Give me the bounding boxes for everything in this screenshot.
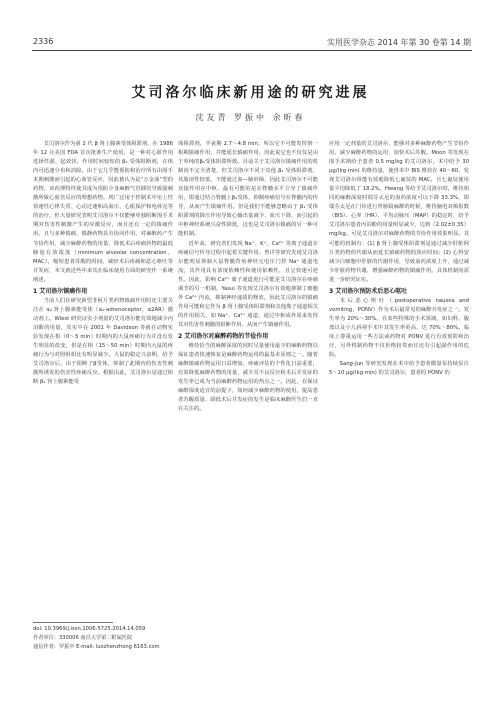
paragraph: 应用一定剂量的艾司洛尔，能够对多种麻醉药物产生节俭作用，减少麻醉药物的运用，加快术后苏醒。Moon 等发现在围手术期给予患者 0.5 mg/kg 的艾司洛尔，术中给予 30 μg/(kg·min) 的维持量，使得术中 BIS 维持在 40～60，发现艾司洛尔组能有效地降低七氟烷的 MAC，且七氟烷使用量平均降低了 18.2%。Hwang 等给予艾司洛尔时，维持相同的麻醉深度时瑞芬太尼的血药浓度可以下降 33.3%，即瑞芬太尼在门诊进行胃肠镜麻醉的时候，维持脑电双频指数（BIS）、心率（HR）、平均动脉压（MAP）的稳定时，给予艾司洛尔患者丙泊酚的用量明显减少，达到（2.02±0.35）mg/kg。可见艾司洛尔对麻醉药物的节俭作用效果明显。其可能的机制有：(1) β 肾上腺受体阻滞剂是通过减少肝脏阿片类药物的代谢从而延长镇痛药物的效应时间；(2) 心得安减少白细胞中肝脏的代谢作用，导致血药浓度上升，通过减少肝脏药物代谢，增强麻醉药物的镇痛作用。具体机制尚需进一步研究证实。 [329, 141, 469, 283]
article-title: 艾司洛尔临床新用途的研究进展 [131, 85, 370, 101]
journal-header: 实用医学杂志 2014 年第 30 卷第 14 期 [327, 38, 471, 47]
affiliation: 作者单位：330006 南昌大学第二附属医院 [33, 635, 133, 641]
paragraph: 维持恰当的麻醉深度的同时尽量使用最少的麻醉药物以保证患者快速恢复是麻醉药物运用的最基本原则之一。随着麻醉镇痛药物运用日益增加，疼痛评估的个性化日益重要，有效降低麻醉药物的用量，减少其不良反应和术后并发症的发生率已成为当前麻醉药物运用的热点之一。因此，在保证麻醉深度适宜的前提下，如何减少麻醉药物的使用，提高患者苏醒质量、降低术后并发症的发生是临床麻醉医生们一直在关注的。 [178, 342, 318, 413]
doi: doi: 10.3969/j.issn.1006-5725.2014.14.059 [33, 626, 146, 632]
text-column-3 [329, 140, 469, 378]
paragraph: Sang-Jun 等研究发现在术中给予患者微量泵持续泵注 5～10 μg/(kg·min) 的艾司洛尔，患者的 PONV 的 [329, 361, 469, 377]
page-number: 2336 [33, 37, 54, 46]
paragraph: 术后恶心呕吐（postoperative nausea and vomiting，PONV）作为术后最常见的麻醉并发症之一，发生率为 20%～30%。在某些特殊的手术领域，如妇科、腹部以及小儿斜视手术中其发生率更高，达 70%～80%。临床上尊重运用一些方法或药物对 PONV 进行有效预防和治疗，另外机制药物不仅价格较贵而且还有引起副作用的危险。 [329, 297, 469, 359]
article-authors: 沈友青 罗振中 余昕春 [195, 113, 306, 122]
paragraph: 艾司洛尔作为第 2 代 β 肾上腺素受体阻滞剂，在 1986 年 12 月美国 FDA 首次批准生产使用，是一种对心脏作用选择性强、起效快、作用时间较短的 β₁ 受体阻断剂，在体内可迅速分布和消除。由于它几乎能预防和治疗所有由围手术期刺激而引起的心血管反应，因此被认为是“万金油”型的药物，该药理特性使其成为预防全身麻醉气管插管导致强刺激所致心血管反应的理想药物。现广泛用于控制术中室上性快速性心律失常、心动过速和高血压、心肌保护和电休克等的治疗，但大量研究表明艾司洛尔不仅能够单独阻断围手术期对伤害性刺激产生的应激反应，而且还有一定的镇痛作用，且与多种镇痛、镇静药物具有协同作用，对麻醉药产生节俭作用，减少麻醉药物的用量，降低术后疼痛药物的最低肺泡有效浓度（minimum alveolar concentration，MAC），缩短患者苏醒的时间，减轻术后疼痛和恶心呕吐等并发症，本文就近些年来其在临床使用方面的研究作一系统阐述。 [33, 141, 173, 283]
paragraph: 当前人们在研究新型非阿片类药物镇痛作用时还主要关注在 α₂ 肾上腺素能受体（α₂-adrenoceptor，α2AR）激动剂上。Wiest 研究证实小剂量的艾司洛尔能有效地减少丙泊酚的用量，其实早在 2001 年 Davidson 等就在动物实验发现在相（0～5 min）时期内的大鼠疼痛行为并没有发生明显的改变，但是在相（15～50 min）时期内大鼠的疼痛行为与对照组相比有明显减少。大鼠的稳定兴奋期，给予艾司洛尔后，由于阻断了β受体，抑制了此期内的伤害性刺激所诱发的伤害性疼痛反应。根据由此，艾司洛尔是通过阻断 β₁ 肾上腺素能受 [33, 297, 173, 386]
paragraph: 近年来，研究者们发现 Na⁺、K⁺、Ca²⁺ 等离子通道在疼痛信号传导过程中起着关键作用。曾详等研究发现艾司洛尔能明显抑制大鼠脊髓背角神经元电压门控 Na⁺ 通道电流，其作用具有浓度依赖性和使用依赖性，且呈快速可逆性。因此，影响 Ca²⁺ 离子通道进行可能是艾司洛尔在疼痛调节的另一机制。Yasui 等发现艾司洛尔有效地抑制了细胞外 Ca²⁺ 内流，抑制神经递质的释放，因此艾司洛尔的镇痛作用可能和它作为 β 肾上腺受体阻滞剂和其他离子通道相关的作用相关，如 Na⁺、Ca²⁺ 通道，通过中枢或外周来发挥其对伤害性刺激的阻断作用，从而产生镇痛作用。 [178, 240, 318, 328]
text-column-1 [33, 140, 173, 387]
footnote-rule [33, 622, 113, 623]
section-heading: 2 艾司洛尔对麻醉药物的节俭作用 [178, 332, 269, 340]
paragraph: 体阻滞剂，半衰期 2.7～4.8 min，所以它不可能发挥到一相期镇痛作用，并能延长镇痛作用，因此说它也不仅仅是由于单纯的β₁受体阻滞所致。目前关于艾司洛尔镇痛作用的机制尚不完全清楚，但艾司洛尔不同于其他 β₁ 受体阻滞剂，其脂溶性较低，不能通过血—脑屏障，因此艾司洛尔不可能直接作用在中枢，最有可能的是在脊髓水平介导了镇痛作用，即通过结合脊髓上β₁受体，抑制疼痛信号在脊髓内的传导，从而产生镇痛作用。但是我们不能够忽略由于 β₁ 受体阻滞剂的降压作用导致心输出量减少、血压下降，而引起的中枢神经系统兴奋性降低，这也是艾司洛尔镇痛的另一种可能机制。 [178, 141, 318, 238]
section-heading: 3 艾司洛尔预防术后恶心呕吐 [329, 287, 408, 295]
section-heading: 1 艾司洛尔镇痛作用 [33, 287, 88, 295]
header-rule [32, 50, 472, 51]
corresponding-author: 通信作者：罗振中 E-mail: luozhenzhong 6163.com [33, 644, 160, 650]
text-column-2 [178, 140, 318, 414]
footnote [33, 625, 173, 652]
